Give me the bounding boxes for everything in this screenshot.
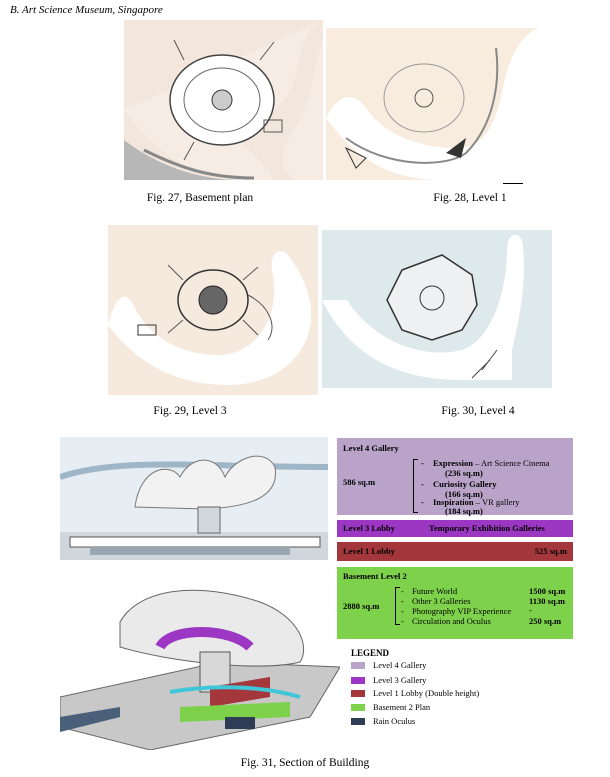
level4-item-3-desc: – VR gallery <box>475 497 520 507</box>
basement-item-1-size: 1500 sq.m <box>529 586 566 596</box>
level1-title: Level 1 Lobby <box>343 546 395 556</box>
level4-gallery-box <box>337 438 573 515</box>
cutaway-section-image <box>60 567 340 750</box>
level4-item-1-dash: - <box>421 458 424 468</box>
legend-swatch <box>351 690 365 697</box>
level4-plan-image <box>322 230 552 388</box>
level4-item-2-size: (166 sq.m) <box>445 489 483 499</box>
level4-area: 586 sq.m <box>343 477 376 487</box>
level4-item-1 <box>433 458 549 468</box>
basement-title: Basement Level 2 <box>343 571 407 581</box>
level4-item-1-desc: – Art Science Cinema <box>475 458 550 468</box>
basement-item-2: - Other 3 Galleries <box>401 596 471 606</box>
legend-swatch <box>351 718 365 725</box>
level4-item-3-dash: - <box>421 497 424 507</box>
level3-lobby-box <box>337 520 573 537</box>
basement-item-2-name: Other 3 Galleries <box>411 596 471 606</box>
legend-item-level3 <box>351 675 426 685</box>
level4-item-3-name: Inspiration <box>433 497 474 507</box>
level1-area: 525 sq.m <box>534 546 567 556</box>
legend-swatch <box>351 662 365 669</box>
level4-brace <box>413 459 418 513</box>
level4-item-2-dash: - <box>421 479 424 489</box>
fig30-caption: Fig. 30, Level 4 <box>441 405 515 417</box>
level4-item-2-name: Curiosity Gallery <box>433 479 497 489</box>
legend-item-oculus <box>351 716 415 726</box>
legend-title: LEGEND <box>351 648 390 658</box>
fig27-caption: Fig. 27, Basement plan <box>146 192 254 204</box>
basement-item-1: - Future World <box>401 586 458 596</box>
level3-desc: Temporary Exhibition Galleries <box>429 523 545 533</box>
legend-label: Level 4 Gallery <box>373 660 427 670</box>
legend-item-level1 <box>351 688 479 698</box>
basement-area: 2880 sq.m <box>343 601 380 611</box>
basement-level2-box <box>337 567 573 639</box>
basement-plan-image <box>124 20 323 180</box>
fig29-caption: Fig. 29, Level 3 <box>153 405 227 417</box>
legend-label: Basement 2 Plan <box>373 702 431 712</box>
basement-item-4-name: Circulation and Oculus <box>411 616 491 626</box>
basement-item-3-name: Photography VIP Experience <box>411 606 512 616</box>
legend-item-level4 <box>351 660 426 670</box>
basement-brace <box>395 587 400 625</box>
level3-title: Level 3 Lobby <box>343 523 395 533</box>
legend-label: Level 3 Gallery <box>373 675 427 685</box>
level4-item-3-size: (184 sq.m) <box>445 506 483 516</box>
level4-title: Level 4 Gallery <box>343 443 399 453</box>
fig28-caption: Fig. 28, Level 1 <box>433 192 507 204</box>
legend-item-basement <box>351 702 430 712</box>
level1-lobby-box <box>337 542 573 561</box>
basement-item-4: - Circulation and Oculus <box>401 616 491 626</box>
basement-item-3-dash: - <box>529 605 532 615</box>
section-heading: B. Art Science Museum, Singapore <box>10 4 163 16</box>
basement-item-1-name: Future World <box>411 586 458 596</box>
scale-bar <box>503 183 523 184</box>
basement-item-4-size: 250 sq.m <box>529 616 562 626</box>
basement-item-3: - Photography VIP Experience <box>401 606 512 616</box>
level1-plan-image <box>326 28 538 180</box>
legend-label: Level 1 Lobby (Double height) <box>373 688 480 698</box>
basement-item-2-size: 1130 sq.m <box>529 596 565 606</box>
level3-plan-image <box>108 225 318 395</box>
level4-item-1-size: (236 sq.m) <box>445 468 483 478</box>
legend-swatch <box>351 677 365 684</box>
fig31-caption: Fig. 31, Section of Building <box>240 757 370 769</box>
level4-item-1-name: Expression <box>433 458 473 468</box>
section-elevation-image <box>60 437 328 560</box>
legend-label: Rain Oculus <box>373 716 416 726</box>
legend-swatch <box>351 704 365 711</box>
